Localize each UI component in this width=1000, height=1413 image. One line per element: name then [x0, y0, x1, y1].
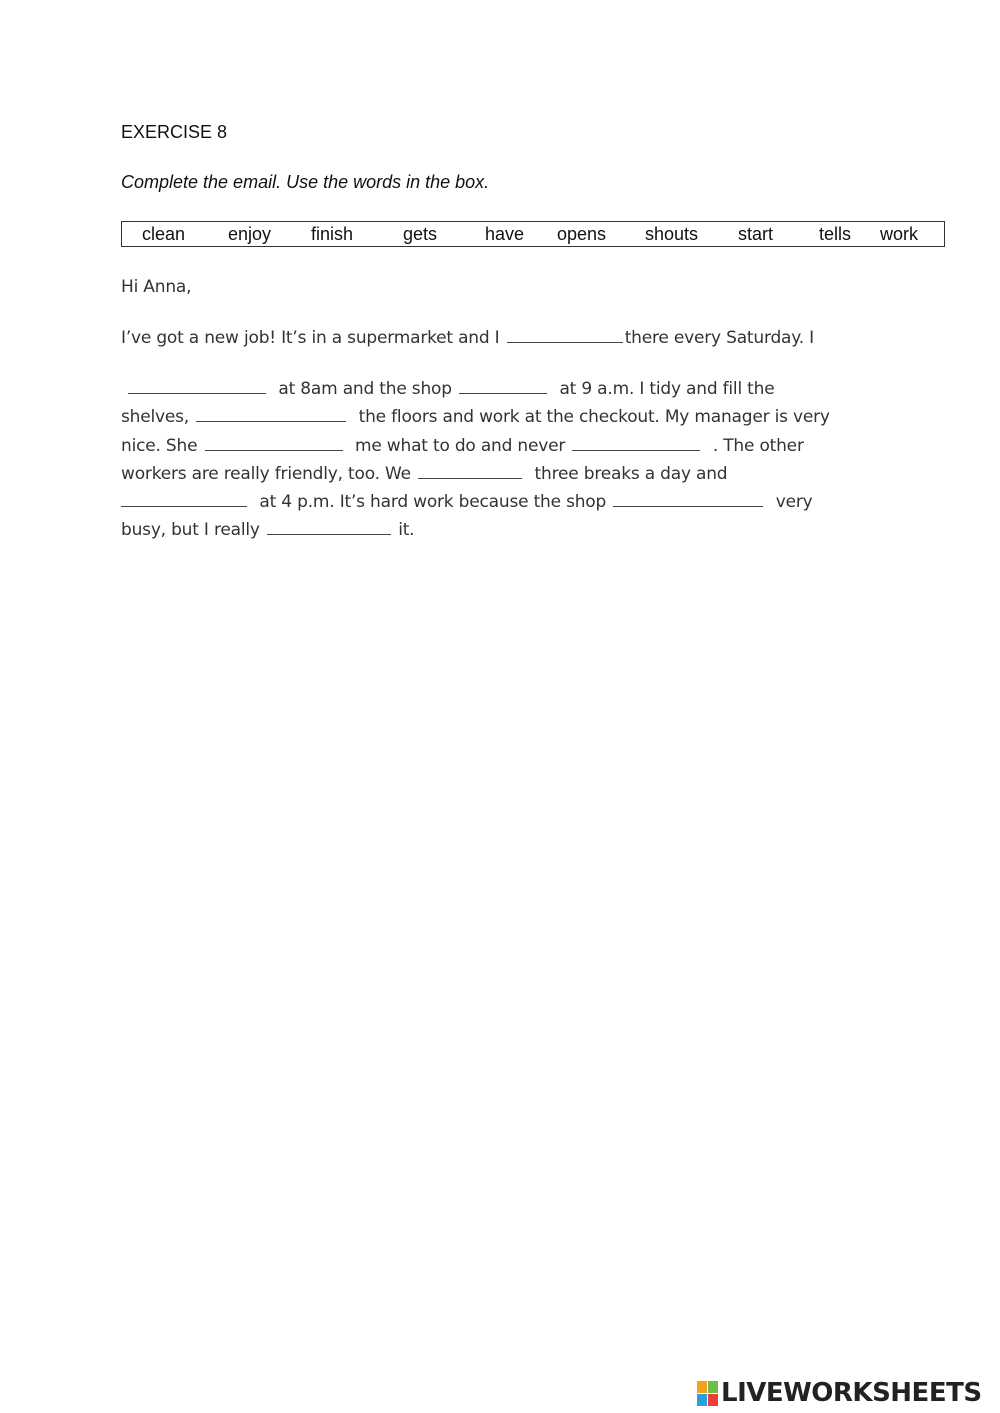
email-text: three breaks a day and	[534, 464, 728, 484]
word-box-item: opens	[557, 224, 607, 244]
email-text: the floors and work at the checkout. My manager is very	[358, 407, 830, 427]
email-text: me what to do and never	[354, 436, 566, 456]
answer-blank-7[interactable]	[418, 464, 522, 479]
email-text: workers are really friendly, too. We	[121, 464, 411, 484]
email-text: at 8am and the shop	[278, 379, 452, 399]
email-text: there every Saturday. I	[624, 328, 814, 348]
email-text: shelves,	[121, 407, 189, 427]
email-line	[121, 492, 813, 512]
logo-block	[708, 1394, 718, 1406]
word-box-item: tells	[819, 224, 852, 244]
logo-block	[708, 1381, 718, 1393]
word-box-item: work	[880, 224, 919, 244]
answer-blank-9[interactable]	[613, 492, 763, 507]
word-box-item: clean	[142, 224, 186, 244]
exercise-title: EXERCISE 8	[121, 122, 228, 142]
email-line	[121, 328, 814, 348]
answer-blank-1[interactable]	[507, 328, 623, 343]
email-greeting: Hi Anna,	[121, 277, 192, 297]
answer-blank-2[interactable]	[128, 379, 266, 394]
email-text: . The other	[712, 436, 804, 456]
answer-blank-3[interactable]	[459, 379, 547, 394]
word-box-item: gets	[403, 224, 438, 244]
liveworksheets-logo-icon	[697, 1381, 718, 1406]
email-line	[121, 520, 414, 540]
email-text: busy, but I really	[121, 520, 260, 540]
word-box	[121, 221, 945, 247]
email-text: I’ve got a new job! It’s in a supermarket and I	[121, 328, 500, 348]
email-text: very	[775, 492, 813, 512]
word-box-item: start	[738, 224, 774, 244]
logo-block	[697, 1381, 707, 1393]
exercise-instruction: Complete the email. Use the words in the box.	[121, 172, 490, 192]
word-box-item: finish	[311, 224, 354, 244]
email-text: nice. She	[121, 436, 198, 456]
word-box-item: shouts	[645, 224, 699, 244]
email-line	[121, 436, 804, 456]
email-line	[121, 407, 830, 427]
answer-blank-6[interactable]	[572, 436, 700, 451]
answer-blank-8[interactable]	[121, 492, 247, 507]
email-line	[126, 379, 774, 399]
liveworksheets-logo	[697, 1378, 982, 1408]
email-text: at 4 p.m. It’s hard work because the shop	[259, 492, 607, 512]
word-box-item: enjoy	[228, 224, 272, 244]
word-box-item: have	[485, 224, 525, 244]
answer-blank-10[interactable]	[267, 520, 391, 535]
email-text: it.	[398, 520, 415, 540]
answer-blank-4[interactable]	[196, 407, 346, 422]
email-line	[121, 464, 727, 484]
logo-text: LIVEWORKSHEETS	[721, 1378, 982, 1408]
email-text: at 9 a.m. I tidy and fill the	[559, 379, 775, 399]
logo-block	[697, 1394, 707, 1406]
answer-blank-5[interactable]	[205, 436, 343, 451]
